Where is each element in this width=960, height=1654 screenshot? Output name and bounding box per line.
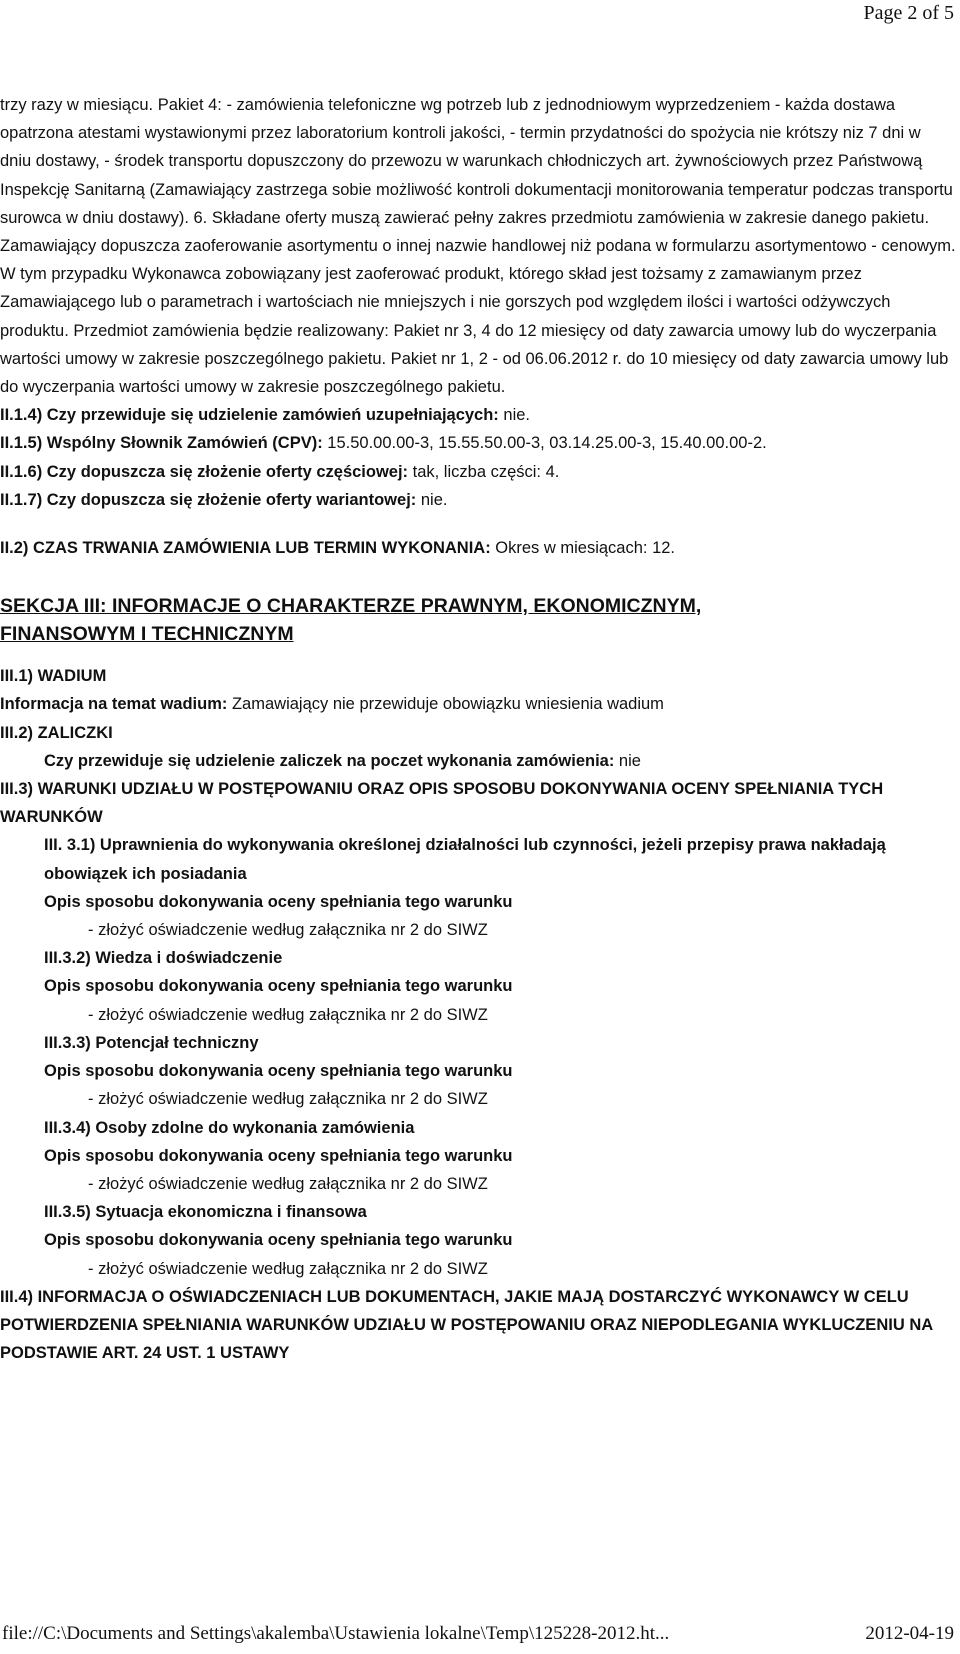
opis-value: - złożyć oświadczenie według załącznika nr 2 do SIWZ	[88, 1259, 488, 1278]
item-ii-1-4	[0, 401, 956, 429]
item-ii-1-7	[0, 486, 956, 514]
heading-text: III.4) INFORMACJA O OŚWIADCZENIACH LUB DOKUMENTACH, JAKIE MAJĄ DOSTARCZYĆ WYKONAWCY W CELU POTWIERDZENIA SPEŁNIANIA WARUNKÓW UDZIAŁU W POSTĘPOWANIU ORAZ NIEPODLEGANIA WYKLUCZENIU NA PODSTAWIE ART. 24 UST. 1 USTAWY	[0, 1287, 933, 1363]
subheading-text: III.3.4) Osoby zdolne do wykonania zamówienia	[44, 1118, 415, 1137]
item-value: Zamawiający nie przewiduje obowiązku wniesienia wadium	[227, 695, 664, 714]
opis-label-text: Opis sposobu dokonywania oceny spełniania tego warunku	[44, 1146, 513, 1165]
opis-label	[0, 888, 956, 916]
opis-label	[0, 1057, 956, 1085]
opis-label-text: Opis sposobu dokonywania oceny spełniania tego warunku	[44, 1231, 513, 1250]
subheading-iii-3-5	[0, 1198, 956, 1226]
footer-file-path: file://C:\Documents and Settings\akalemba\Ustawienia lokalne\Temp\125228-2012.ht...	[2, 1623, 670, 1644]
item-ii-1-5	[0, 429, 956, 457]
item-value: Okres w miesiącach: 12.	[490, 539, 676, 558]
opis-label-text: Opis sposobu dokonywania oceny spełniania tego warunku	[44, 892, 513, 911]
opis-value: - złożyć oświadczenie według załącznika nr 2 do SIWZ	[88, 1005, 488, 1024]
heading-text: III.2) ZALICZKI	[0, 723, 113, 742]
subheading-text: III. 3.1) Uprawnienia do wykonywania określonej działalności lub czynności, jeżeli przepisy prawa nakładają obowiązek ich posiadania	[44, 836, 886, 883]
item-value: nie.	[498, 406, 530, 425]
section-title-line: FINANSOWYM I TECHNICZNYM	[0, 623, 294, 646]
wadium-info	[0, 690, 956, 718]
subheading-text: III.3.5) Sytuacja ekonomiczna i finansowa	[44, 1203, 367, 1222]
zaliczki-question	[0, 747, 956, 775]
subheading-iii-3-3	[0, 1029, 956, 1057]
subheading-iii-3-4	[0, 1114, 956, 1142]
item-label: II.1.4) Czy przewiduje się udzielenie zamówień uzupełniających:	[0, 406, 499, 425]
opis-value: - złożyć oświadczenie według załącznika nr 2 do SIWZ	[88, 1174, 488, 1193]
heading-iii-1	[0, 662, 956, 690]
item-ii-2	[0, 534, 956, 562]
page-footer	[2, 1621, 954, 1647]
subheading-iii-3-1	[0, 831, 956, 887]
item-value: 15.50.00.00-3, 15.55.50.00-3, 03.14.25.00-3, 15.40.00.00-2.	[322, 434, 767, 453]
item-value: tak, liczba części: 4.	[408, 462, 560, 481]
item-label: Informacja na temat wadium:	[0, 695, 228, 714]
item-value: nie	[614, 751, 641, 770]
opis-label-text: Opis sposobu dokonywania oceny spełniania tego warunku	[44, 1062, 513, 1081]
document-body	[0, 91, 956, 1367]
section-title-line: SEKCJA III: INFORMACJE O CHARAKTERZE PRAWNYM, EKONOMICZNYM,	[0, 595, 702, 618]
footer-date: 2012-04-19	[865, 1623, 954, 1644]
item-label: Czy przewiduje się udzielenie zaliczek na poczet wykonania zamówienia:	[44, 751, 615, 770]
heading-text: III.3) WARUNKI UDZIAŁU W POSTĘPOWANIU ORAZ OPIS SPOSOBU DOKONYWANIA OCENY SPEŁNIANIA TYCH WARUNKÓW	[0, 780, 884, 827]
heading-text: III.1) WADIUM	[0, 667, 107, 686]
item-value: nie.	[416, 490, 448, 509]
subheading-iii-3-2	[0, 944, 956, 972]
spacer	[0, 514, 956, 534]
opis-label	[0, 1142, 956, 1170]
opis-label-text: Opis sposobu dokonywania oceny spełniania tego warunku	[44, 977, 513, 996]
item-label: II.2) CZAS TRWANIA ZAMÓWIENIA LUB TERMIN WYKONANIA:	[0, 539, 491, 558]
item-ii-1-6	[0, 458, 956, 486]
heading-iii-2	[0, 719, 956, 747]
heading-iii-3	[0, 775, 956, 831]
item-label: II.1.7) Czy dopuszcza się złożenie oferty wariantowej:	[0, 490, 417, 509]
opis-value: - złożyć oświadczenie według załącznika nr 2 do SIWZ	[88, 1090, 488, 1109]
opis-label	[0, 1226, 956, 1254]
opis-value: - złożyć oświadczenie według załącznika nr 2 do SIWZ	[88, 921, 488, 940]
item-label: II.1.6) Czy dopuszcza się złożenie oferty częściowej:	[0, 462, 409, 481]
subheading-text: III.3.3) Potencjał techniczny	[44, 1033, 259, 1052]
item-label: II.1.5) Wspólny Słownik Zamówień (CPV):	[0, 434, 323, 453]
opis-label	[0, 972, 956, 1000]
intro-paragraph: trzy razy w miesiącu. Pakiet 4: - zamówienia telefoniczne wg potrzeb lub z jednodniowym wyprzedzeniem - każda dostawa opatrzona atestami wystawionymi przez laboratorium kontroli jakości, - termin przydatności do spożycia nie krótszy niz 7 dni w dniu dostawy, - środek transportu dopuszczony do przewozu w warunkach chłodniczych art. żywnościowych przez Państwową Inspekcję Sanitarną (Zamawiający zastrzega sobie możliwość kontroli dokumentacji monitorowania temperatur podczas transportu surowca w dniu dostawy). 6. Składane oferty muszą zawierać pełny zakres przedmiotu zamówienia w zakresie danego pakietu. Zamawiający dopuszcza zaoferowanie asortymentu o innej nazwie handlowej niż podana w formularzu asortymentowo - cenowym. W tym przypadku Wykonawca zobowiązany jest zaoferować produkt, którego skład jest tożsamy z zamawianym przez Zamawiającego lub o parametrach i wartościach nie mniejszych i nie gorszych pod względem ilości i wartości odżywczych produktu. Przedmiot zamówienia będzie realizowany: Pakiet nr 3, 4 do 12 miesięcy od daty zawarcia umowy lub do wyczerpania wartości umowy w zakresie poszczególnego pakietu. Pakiet nr 1, 2 - od 06.06.2012 r. do 10 miesięcy od daty zawarcia umowy lub do wyczerpania wartości umowy w zakresie poszczególnego pakietu.	[0, 96, 956, 397]
page-number: Page 2 of 5	[863, 2, 954, 24]
subheading-text: III.3.2) Wiedza i doświadczenie	[44, 949, 283, 968]
section-iii-title	[0, 592, 956, 648]
heading-iii-4	[0, 1283, 956, 1368]
